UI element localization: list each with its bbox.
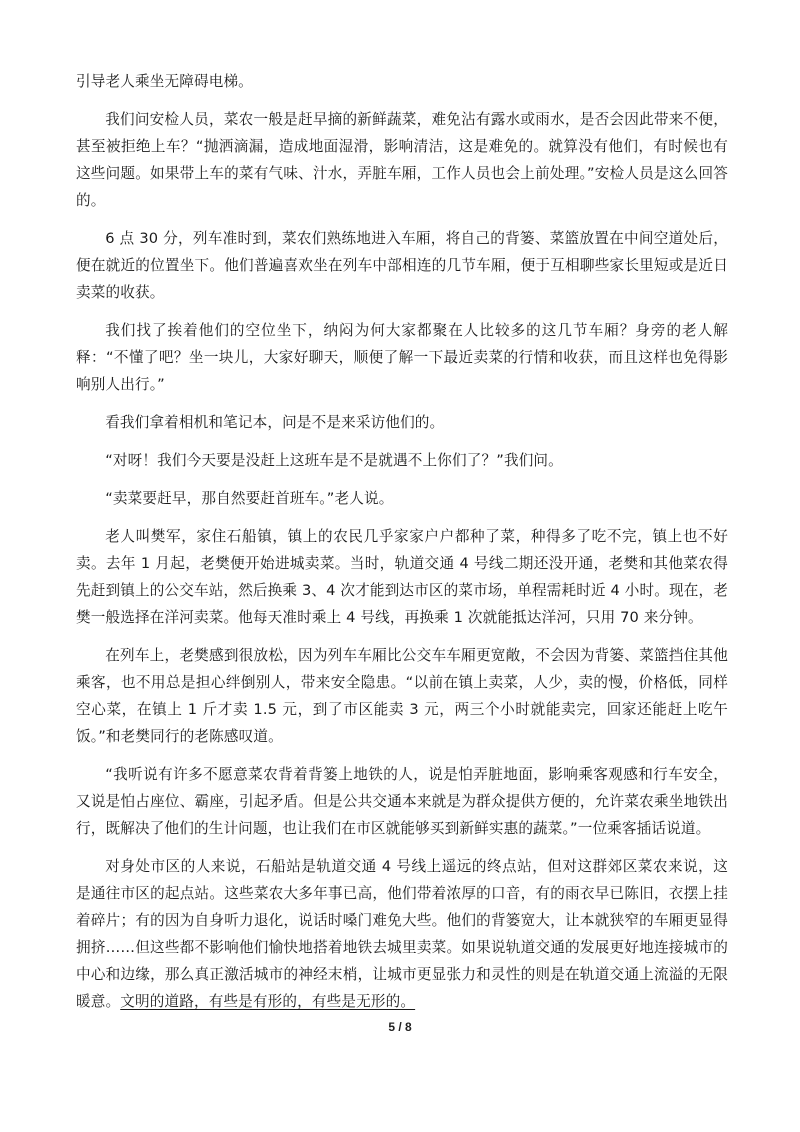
paragraph-2: 我们问安检人员，菜农一般是赶早摘的新鲜蔬菜，难免沾有露水或雨水，是否会因此带来不便，甚至被拒绝上车？“抛洒滴漏，造成地面湿滑，影响清洁，这是难免的。就算没有他们，有时候也有这些问题。如果带上车的菜有气味、汁水，弄脏车厢，工作人员也会上前处理。”安检人员是这么回答的。: [76, 111, 728, 209]
paragraph-1: 引导老人乘坐无障碍电梯。: [76, 73, 253, 90]
document-page: [76, 68, 728, 1026]
paragraph-5: 看我们拿着相机和笔记本，问是不是来采访他们的。: [105, 414, 445, 431]
page-number: 5 / 8: [388, 1020, 412, 1034]
paragraph-11: [76, 853, 728, 1015]
paragraph-3: 6 点 30 分，列车准时到，菜农们熟练地进入车厢，将自己的背篓、菜篮放置在中间空道处后，便在就近的位置坐下。他们普遍喜欢坐在列车中部相连的几节车厢，便于互相聊些家长里短或是近日卖菜的收获。: [76, 230, 728, 301]
paragraph-4: 我们找了挨着他们的空位坐下，纳闷为何大家都聚在人比较多的这几节车厢？身旁的老人解释：“不懂了吧？坐一块儿，大家好聊天，顺便了解一下最近卖菜的行情和收获，而且这样也免得影响别人出行。”: [76, 322, 728, 393]
underlined-sentence: 文明的道路，有些是有形的，有些是无形的。: [120, 993, 416, 1010]
paragraph-8: 老人叫樊军，家住石船镇，镇上的农民几乎家家户户都种了菜，种得多了吃不完，镇上也不好卖。去年 1 月起，老樊便开始进城卖菜。当时，轨道交通 4 号线二期还没开通，老樊和其他菜农得先赶到镇上的公交车站，然后换乘 3、4 次才能到达市区的菜市场，单程需耗时近 4 小时。现在，老樊一般选择在洋河卖菜。他每天准时乘上 4 号线，再换乘 1 次就能抵达洋河，只用 70 来分钟。: [76, 528, 728, 626]
paragraph-6: “对呀！我们今天要是没赶上这班车是不是就遇不上你们了？”我们问。: [105, 452, 563, 469]
paragraph-9: 在列车上，老樊感到很放松，因为列车车厢比公交车车厢更宽敞，不会因为背篓、菜篮挡住其他乘客，也不用总是担心绊倒别人，带来安全隐患。“以前在镇上卖菜，人少，卖的慢，价格低，同样空心菜，在镇上 1 斤才卖 1.5 元，到了市区能卖 3 元，两三个小时就能卖完，回家还能赶上吃午饭。”和老樊同行的老陈感叹道。: [76, 647, 728, 745]
paragraph-10: “我听说有许多不愿意菜农背着背篓上地铁的人，说是怕弄脏地面，影响乘客观感和行车安全，又说是怕占座位、霸座，引起矛盾。但是公共交通本来就是为群众提供方便的，允许菜农乘坐地铁出行，既解决了他们的生计问题，也让我们在市区就能够买到新鲜实惠的蔬菜。”一位乘客插话说道。: [76, 766, 728, 837]
paragraph-7: “卖菜要赶早，那自然要赶首班车。”老人说。: [105, 490, 394, 507]
paragraph-11-body: 对身处市区的人来说，石船站是轨道交通 4 号线上遥远的终点站，但对这群郊区菜农来说，这是通往市区的起点站。这些菜农大多年事已高，他们带着浓厚的口音，有的雨衣早已陈旧，衣摆上挂着碎片；有的因为自身听力退化，说话时嗓门难免大些。他们的背篓宽大，让本就狭窄的车厢更显得拥挤……但这些都不影响他们愉快地搭着地铁去城里卖菜。如果说轨道交通的发展更好地连接城市的中心和边缘，那么真正激活城市的神经末梢，让城市更显张力和灵性的则是在轨道交通上流溢的无限暖意。: [76, 858, 728, 1010]
